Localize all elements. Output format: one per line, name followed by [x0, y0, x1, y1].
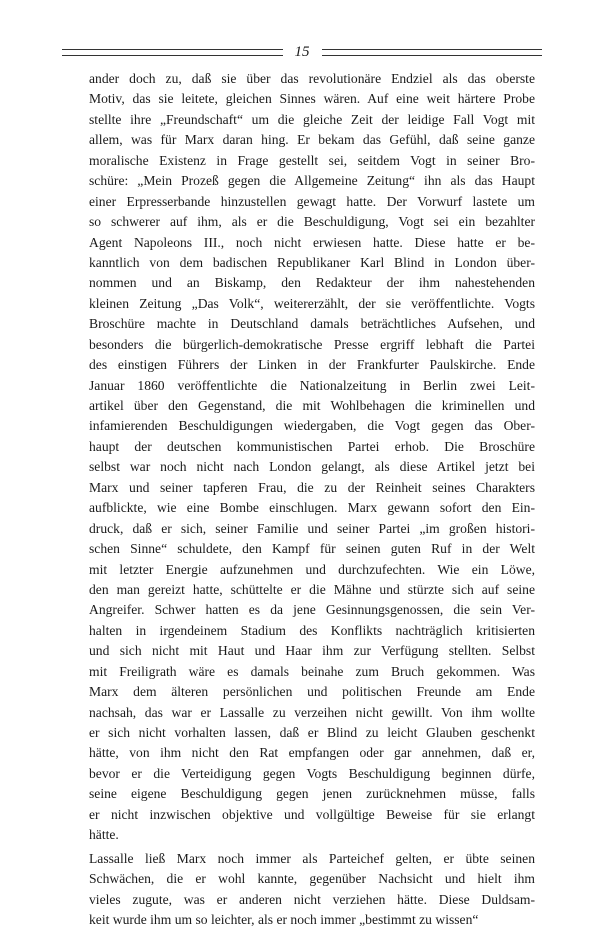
text-line: Lassalle ließ Marx noch immer als Parteichef gelten, er übte seinen: [89, 850, 535, 866]
page-header: [62, 44, 542, 60]
text-line: hätte, von ihm nicht den Rat empfangen oder gar annehmen, daß er,: [89, 745, 535, 761]
text-line: Marx und seiner tapferen Frau, die zu der Reinheit seines Charakters: [89, 479, 535, 495]
text-line: artikel über den Gegenstand, die mit Wohlbehagen die kriminellen und: [89, 398, 535, 413]
text-line: Agent Napoleons III., noch nicht erwiesen hatte. Diese hatte er be-: [89, 234, 535, 250]
text-line: ander doch zu, daß sie über das revolutionäre Endziel als das oberste: [89, 71, 535, 86]
text-line: den man gereizt hatte, schüttelte er die Mähne und stürzte sich auf seine: [89, 581, 535, 597]
header-rule-right: [322, 49, 543, 56]
text-line: halten in irgendeinem Stadium des Konflikts nachträglich kritisierten: [89, 622, 535, 638]
text-line: seine eigene Beschuldigung gegen jenen zurücknehmen müsse, falls: [89, 786, 535, 802]
text-line: besonders die bürgerlich-demokratische Presse ergriff lebhaft die Partei: [89, 336, 535, 352]
text-line: und sich nicht mit Haut und Haar ihm zur Verfügung stellten. Selbst: [89, 643, 535, 659]
text-line: kanntlich von dem badischen Republikaner Karl Blind in London über-: [89, 254, 535, 270]
text-line: mit Freiligrath wäre es damals beinahe zum Bruch gekommen. Was: [89, 663, 535, 679]
text-line: schüre: „Mein Prozeß gegen die Allgemeine Zeitung“ ihn als das Haupt: [89, 173, 535, 189]
text-line: einer Erpresserbande hinzustellen gewagt hatte. Der Vorwurf lastete um: [89, 193, 535, 209]
text-line: keit wurde ihm um so leichter, als er noch immer „bestimmt zu wissen“: [89, 911, 479, 927]
page-number: 15: [294, 44, 310, 60]
text-line: moralische Existenz in Frage gestellt sei, seitdem Vogt in seiner Bro-: [89, 152, 535, 168]
text-line: vieles zugute, was er anderen nicht verziehen hätte. Diese Duldsam-: [89, 891, 535, 907]
text-line: nommen und an Biskamp, den Redakteur der ihm nahestehenden: [89, 275, 535, 291]
text-line: er nicht inzwischen objektive und vollgültige Beweise für sie erlangt: [89, 806, 535, 822]
body-text: [89, 69, 535, 930]
text-line: infamierenden Beschuldigungen wiedergaben, die Vogt gegen das Ober-: [89, 418, 535, 434]
text-line: hätte.: [89, 827, 119, 843]
text-line: des einstigen Führers der Linken in der Frankfurter Paulskirche. Ende: [89, 357, 535, 373]
text-line: druck, daß er sich, seiner Familie und seiner Partei „im großen histori-: [89, 520, 535, 536]
text-line: mit letzter Energie aufzunehmen und durchzufechten. Wie ein Löwe,: [89, 561, 535, 577]
text-line: stellte ihre „Freundschaft“ um die gleiche Zeit der leidige Fall Vogt mit: [89, 111, 535, 127]
paragraph: [89, 849, 535, 931]
text-line: Schwächen, die er wohl kannte, gegenüber Nachsicht und hielt ihm: [89, 871, 535, 887]
text-line: so schwerer auf ihm, als er die Beschuldigung, Vogt sei ein bezahlter: [89, 214, 535, 230]
text-line: haupt der deutschen kommunistischen Partei erhob. Die Broschüre: [89, 438, 535, 454]
text-line: nachsah, das war er Lassalle zu verzeihen nicht gewillt. Von ihm wollte: [89, 704, 535, 720]
header-rule-left: [62, 49, 283, 56]
text-line: Marx dem älteren persönlichen und politischen Freunde am Ende: [89, 684, 535, 700]
text-line: bevor er die Verteidigung gegen Vogts Beschuldigung beginnen dürfe,: [89, 765, 535, 781]
text-line: aufblickte, wie eine Bombe einschlugen. Marx gewann sofort den Ein-: [89, 500, 535, 516]
text-line: kleinen Zeitung „Das Volk“, weitererzählt, der sie veröffentlichte. Vogts: [89, 295, 535, 311]
text-line: Broschüre machte in Deutschland damals beträchtliches Aufsehen, und: [89, 316, 535, 332]
text-line: selbst war noch nicht nach London gelangt, als diese Artikel jetzt bei: [89, 459, 535, 475]
text-line: Januar 1860 veröffentlichte die Nationalzeitung in Berlin zwei Leit-: [89, 377, 535, 393]
text-line: Angreifer. Schwer hatten es da jene Gesinnungsgenossen, die sein Ver-: [89, 602, 535, 618]
paragraph: [89, 69, 535, 846]
text-line: allem, was für Marx daran hing. Er bekam das Gefühl, daß seine ganze: [89, 132, 535, 148]
text-line: er sich nicht vorhalten lassen, daß er Blind zu leicht Glauben geschenkt: [89, 725, 535, 740]
text-line: Motiv, das sie leitete, gleichen Sinnes wären. Auf eine weit härtere Probe: [89, 91, 535, 107]
text-line: schen Sinne“ schuldete, den Kampf für seinen guten Ruf in der Welt: [89, 541, 535, 557]
